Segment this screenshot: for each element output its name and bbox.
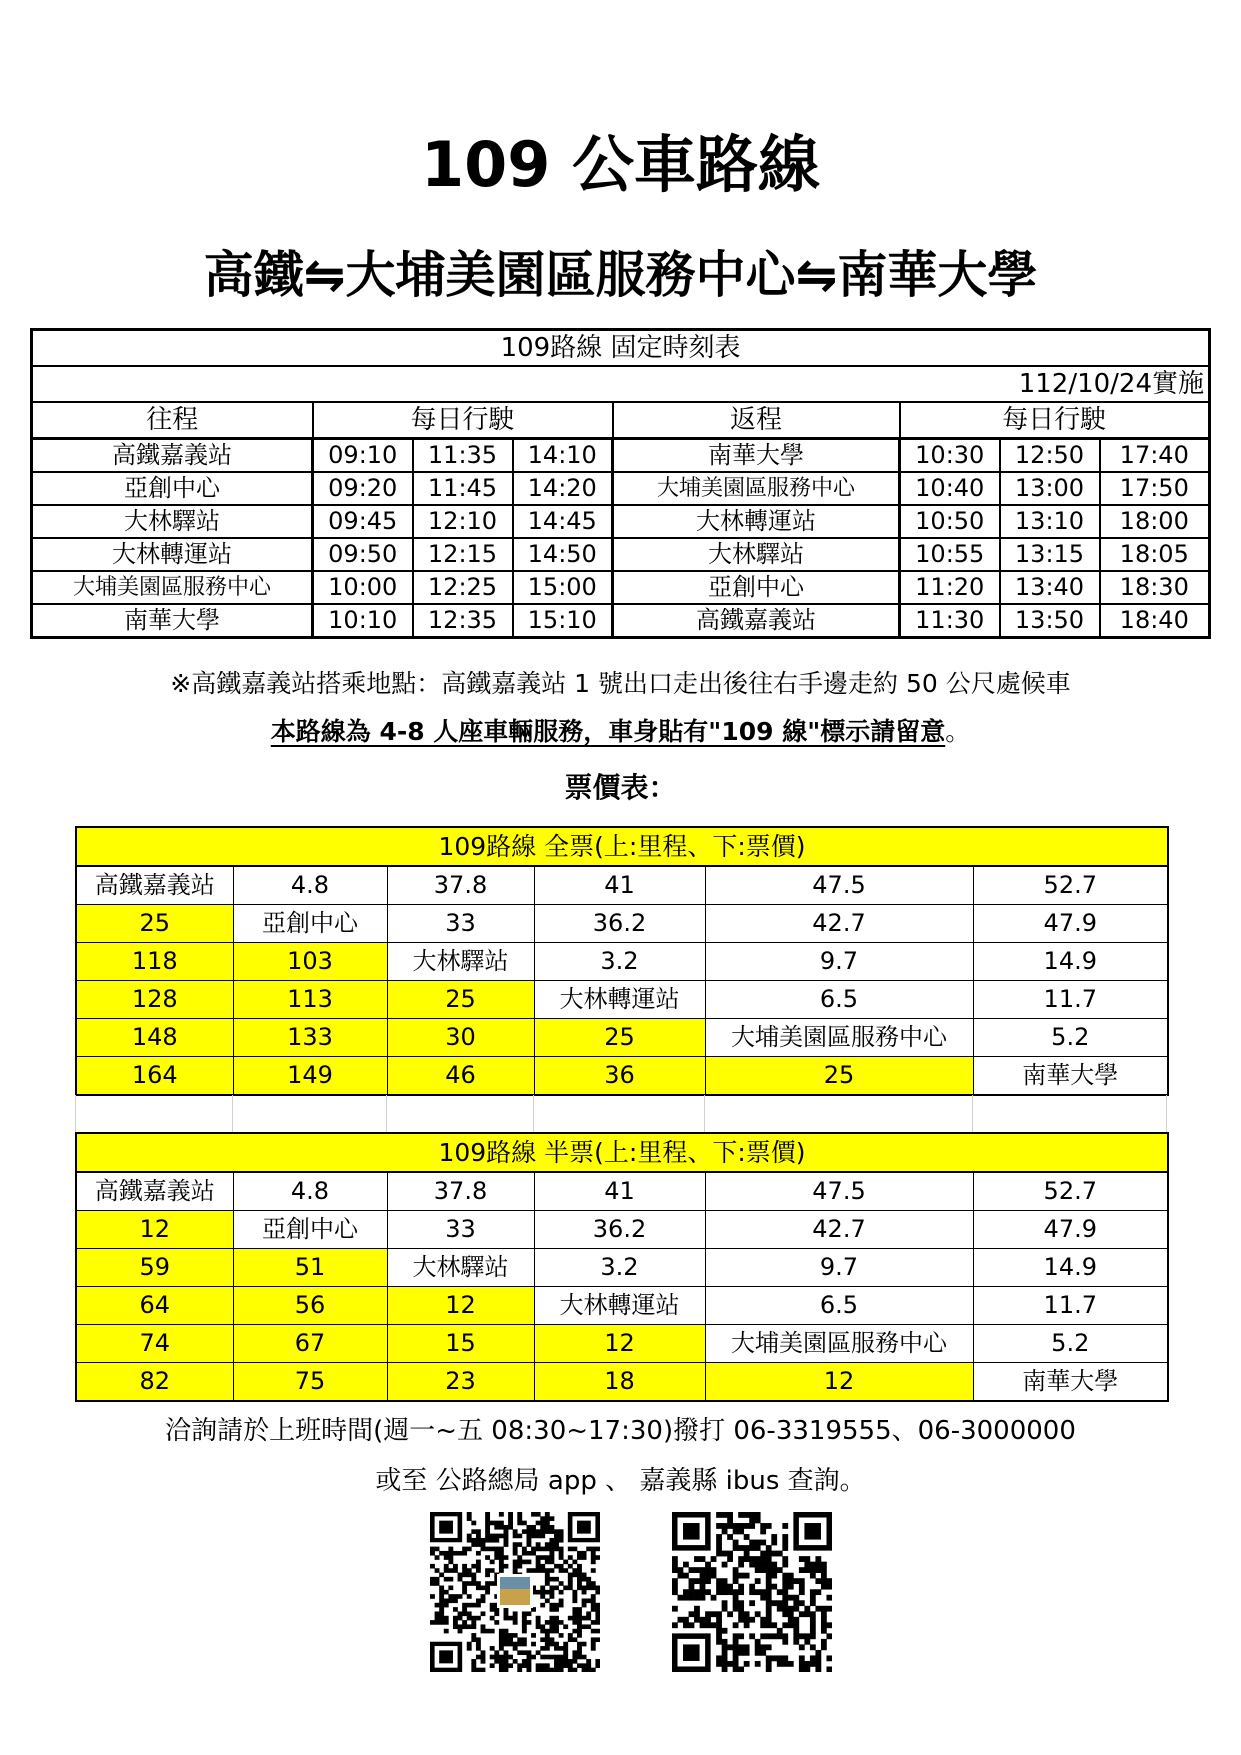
- fare-price-cell: 23: [387, 1363, 534, 1402]
- fare-distance-cell: 41: [534, 866, 705, 905]
- fare-distance-cell: 5.2: [973, 1325, 1168, 1363]
- fare-distance-cell: 47.5: [705, 866, 973, 905]
- outbound-stop: 亞創中心: [32, 472, 313, 505]
- outbound-time: 14:20: [513, 472, 613, 505]
- return-stop: 大埔美園區服務中心: [613, 472, 900, 505]
- fare-station-cell: 大埔美園區服務中心: [705, 1325, 973, 1363]
- fare-distance-cell: 47.9: [973, 1211, 1168, 1249]
- fare-row: [76, 866, 1168, 905]
- fare-station-cell: 南華大學: [973, 1057, 1168, 1096]
- fare-distance-cell: 42.7: [705, 1211, 973, 1249]
- fare-row: [76, 943, 1168, 981]
- fare-price-cell: 64: [76, 1287, 233, 1325]
- fare-price-cell: 59: [76, 1249, 233, 1287]
- return-time: 17:50: [1100, 472, 1210, 505]
- outbound-time: 12:35: [413, 604, 513, 638]
- fare-price-cell: 56: [233, 1287, 387, 1325]
- fare-row: [76, 1172, 1168, 1211]
- fare-price-cell: 118: [76, 943, 233, 981]
- fare-distance-cell: 33: [387, 905, 534, 943]
- outbound-time: 09:45: [313, 505, 413, 538]
- fare-distance-cell: 3.2: [534, 943, 705, 981]
- outbound-time: 09:50: [313, 538, 413, 571]
- fare-price-cell: 149: [233, 1057, 387, 1096]
- schedule-header: 109路線 固定時刻表: [32, 330, 1210, 367]
- fare-distance-cell: 9.7: [705, 943, 973, 981]
- fare-distance-cell: 47.9: [973, 905, 1168, 943]
- outbound-time: 15:00: [513, 571, 613, 604]
- fare-distance-cell: 41: [534, 1172, 705, 1211]
- fare-price-cell: 12: [387, 1287, 534, 1325]
- outbound-time: 15:10: [513, 604, 613, 638]
- route-subtitle: 高鐵⇋大埔美園區服務中心⇋南華大學: [203, 246, 1038, 304]
- outbound-time: 10:10: [313, 604, 413, 638]
- fare-half-title: 109路線 半票(上:里程、下:票價): [76, 1133, 1168, 1172]
- fare-price-cell: 103: [233, 943, 387, 981]
- return-time: 13:10: [1000, 505, 1100, 538]
- return-time: 18:05: [1100, 538, 1210, 571]
- fare-distance-cell: 33: [387, 1211, 534, 1249]
- outbound-stop: 大埔美園區服務中心: [32, 571, 313, 604]
- schedule-row: [32, 604, 1210, 638]
- fare-price-cell: 36: [534, 1057, 705, 1096]
- fare-price-cell: 51: [233, 1249, 387, 1287]
- return-time: 17:40: [1100, 439, 1210, 473]
- return-stop: 高鐵嘉義站: [613, 604, 900, 638]
- outbound-stop: 高鐵嘉義站: [32, 439, 313, 473]
- vehicle-note-text: 本路線為 4-8 人座車輛服務，車身貼有"109 線"標示請留意: [270, 717, 946, 746]
- outbound-time: 10:00: [313, 571, 413, 604]
- outbound-time: 12:15: [413, 538, 513, 571]
- fare-price-cell: 82: [76, 1363, 233, 1402]
- return-time: 10:40: [900, 472, 1000, 505]
- fare-row: [76, 1249, 1168, 1287]
- fare-price-cell: 12: [534, 1325, 705, 1363]
- fare-distance-cell: 11.7: [973, 1287, 1168, 1325]
- qr-code-app-icon[interactable]: [430, 1512, 600, 1672]
- fare-distance-cell: 52.7: [973, 866, 1168, 905]
- schedule-row: [32, 439, 1210, 473]
- return-daily-label: 每日行駛: [900, 402, 1210, 439]
- fare-distance-cell: 4.8: [233, 866, 387, 905]
- effective-date: 112/10/24實施: [1100, 366, 1210, 402]
- fare-distance-cell: 9.7: [705, 1249, 973, 1287]
- fare-row: [76, 1211, 1168, 1249]
- fare-distance-cell: 6.5: [705, 981, 973, 1019]
- fare-distance-cell: 5.2: [973, 1019, 1168, 1057]
- fare-price-cell: 113: [233, 981, 387, 1019]
- fare-distance-cell: 6.5: [705, 1287, 973, 1325]
- fare-distance-cell: 11.7: [973, 981, 1168, 1019]
- fare-price-cell: 25: [76, 905, 233, 943]
- return-time: 18:00: [1100, 505, 1210, 538]
- fare-row: [76, 905, 1168, 943]
- return-time: 13:00: [1000, 472, 1100, 505]
- outbound-time: 14:50: [513, 538, 613, 571]
- fare-price-cell: 18: [534, 1363, 705, 1402]
- fare-station-cell: 高鐵嘉義站: [76, 1172, 233, 1211]
- return-time: 18:30: [1100, 571, 1210, 604]
- fare-row: [76, 1363, 1168, 1402]
- fare-price-cell: 12: [705, 1363, 973, 1402]
- fare-price-cell: 75: [233, 1363, 387, 1402]
- fare-price-cell: 25: [705, 1057, 973, 1096]
- return-stop: 南華大學: [613, 439, 900, 473]
- fare-row: [76, 1325, 1168, 1363]
- fare-distance-cell: 14.9: [973, 943, 1168, 981]
- return-time: 11:20: [900, 571, 1000, 604]
- fare-distance-cell: 47.5: [705, 1172, 973, 1211]
- return-time: 10:55: [900, 538, 1000, 571]
- return-time: 13:40: [1000, 571, 1100, 604]
- fare-station-cell: 大林驛站: [387, 1249, 534, 1287]
- fare-row: [76, 981, 1168, 1019]
- return-time: 10:30: [900, 439, 1000, 473]
- fare-price-cell: 30: [387, 1019, 534, 1057]
- page-title: 109 公車路線: [420, 128, 820, 201]
- fare-price-cell: 164: [76, 1057, 233, 1096]
- outbound-stop: 南華大學: [32, 604, 313, 638]
- fare-distance-cell: 14.9: [973, 1249, 1168, 1287]
- vehicle-note: [0, 712, 1241, 748]
- table-gap-gridlines: [75, 1095, 1167, 1132]
- fare-row: [76, 1057, 1168, 1096]
- fare-distance-cell: 37.8: [387, 1172, 534, 1211]
- outbound-time: 14:10: [513, 439, 613, 473]
- fare-price-cell: 67: [233, 1325, 387, 1363]
- return-time: 18:40: [1100, 604, 1210, 638]
- fare-table-half: [75, 1132, 1169, 1402]
- schedule-table: [30, 328, 1211, 639]
- schedule-row: [32, 571, 1210, 604]
- fare-station-cell: 大林驛站: [387, 943, 534, 981]
- vehicle-note-tail: 。: [945, 717, 971, 746]
- outbound-time: 12:25: [413, 571, 513, 604]
- outbound-label: 往程: [32, 402, 313, 439]
- schedule-row: [32, 505, 1210, 538]
- fare-distance-cell: 4.8: [233, 1172, 387, 1211]
- fare-distance-cell: 37.8: [387, 866, 534, 905]
- fare-price-cell: 46: [387, 1057, 534, 1096]
- fare-price-cell: 148: [76, 1019, 233, 1057]
- fare-row: [76, 1287, 1168, 1325]
- outbound-stop: 大林轉運站: [32, 538, 313, 571]
- schedule-row: [32, 538, 1210, 571]
- return-time: 11:30: [900, 604, 1000, 638]
- fare-price-cell: 128: [76, 981, 233, 1019]
- fare-station-cell: 高鐵嘉義站: [76, 866, 233, 905]
- fare-station-cell: 大林轉運站: [534, 981, 705, 1019]
- fare-station-cell: 大埔美園區服務中心: [705, 1019, 973, 1057]
- return-time: 13:50: [1000, 604, 1100, 638]
- fare-distance-cell: 52.7: [973, 1172, 1168, 1211]
- fare-station-cell: 南華大學: [973, 1363, 1168, 1402]
- fare-distance-cell: 36.2: [534, 1211, 705, 1249]
- schedule-row: [32, 472, 1210, 505]
- fare-price-cell: 133: [233, 1019, 387, 1057]
- fare-price-cell: 25: [387, 981, 534, 1019]
- return-time: 13:15: [1000, 538, 1100, 571]
- fare-station-cell: 亞創中心: [233, 905, 387, 943]
- fare-price-cell: 12: [76, 1211, 233, 1249]
- fare-price-cell: 25: [534, 1019, 705, 1057]
- return-stop: 亞創中心: [613, 571, 900, 604]
- outbound-time: 09:20: [313, 472, 413, 505]
- fare-station-cell: 亞創中心: [233, 1211, 387, 1249]
- fare-station-cell: 大林轉運站: [534, 1287, 705, 1325]
- outbound-daily-label: 每日行駛: [313, 402, 613, 439]
- fare-row: [76, 1019, 1168, 1057]
- outbound-stop: 大林驛站: [32, 505, 313, 538]
- return-time: 10:50: [900, 505, 1000, 538]
- app-query-info: 或至 公路總局 app 、 嘉義縣 ibus 查詢。: [375, 1466, 866, 1496]
- return-label: 返程: [613, 402, 900, 439]
- fare-distance-cell: 36.2: [534, 905, 705, 943]
- return-stop: 大林驛站: [613, 538, 900, 571]
- boarding-note: ※高鐵嘉義站搭乘地點：高鐵嘉義站 1 號出口走出後往右手邊走約 50 公尺處候車: [170, 669, 1071, 698]
- fare-heading: 票價表：: [564, 771, 677, 804]
- fare-price-cell: 74: [76, 1325, 233, 1363]
- outbound-time: 11:45: [413, 472, 513, 505]
- fare-full-title: 109路線 全票(上:里程、下:票價): [76, 827, 1168, 866]
- outbound-time: 09:10: [313, 439, 413, 473]
- return-time: 12:50: [1000, 439, 1100, 473]
- fare-distance-cell: 42.7: [705, 905, 973, 943]
- fare-price-cell: 15: [387, 1325, 534, 1363]
- outbound-time: 12:10: [413, 505, 513, 538]
- qr-code-icon[interactable]: [672, 1512, 832, 1672]
- fare-distance-cell: 3.2: [534, 1249, 705, 1287]
- fare-table-full: [75, 826, 1169, 1096]
- return-stop: 大林轉運站: [613, 505, 900, 538]
- outbound-time: 11:35: [413, 439, 513, 473]
- contact-info: 洽詢請於上班時間(週一~五 08:30~17:30)撥打 06-3319555、06-3000000: [165, 1416, 1076, 1446]
- outbound-time: 14:45: [513, 505, 613, 538]
